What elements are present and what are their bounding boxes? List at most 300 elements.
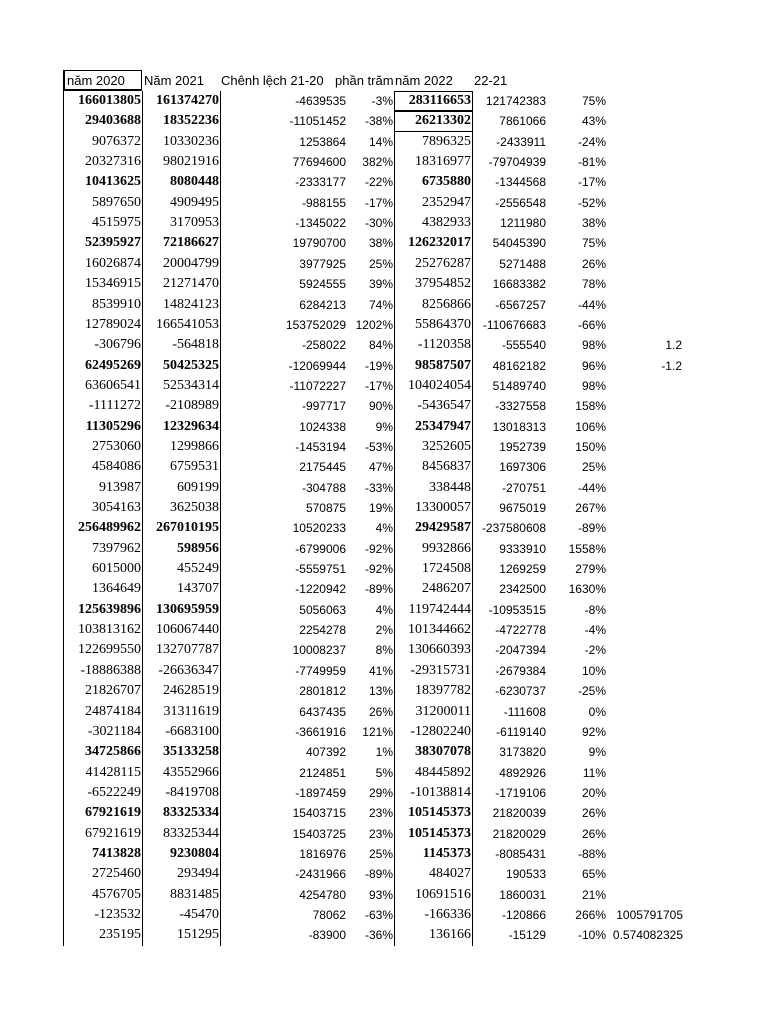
cell-nam-2021[interactable]: 161374270 — [156, 93, 219, 108]
cell-nam-2020[interactable]: 12789024 — [85, 316, 141, 332]
cell-22-21[interactable]: 1269259 — [499, 562, 546, 577]
cell-percent-22-21[interactable]: -44% — [577, 297, 606, 312]
cell-extra[interactable] — [606, 600, 683, 620]
cell-chenh-lech[interactable]: -5559751 — [295, 562, 346, 577]
cell-22-21[interactable]: -555540 — [501, 338, 546, 353]
cell-22-21[interactable]: -110676683 — [482, 317, 546, 332]
cell-nam-2022[interactable]: 126232017 — [408, 235, 471, 251]
cell-extra[interactable] — [606, 132, 682, 152]
header-nam-2022[interactable]: năm 2022 — [395, 73, 453, 88]
cell-nam-2022[interactable]: -1120358 — [417, 337, 471, 353]
cell-extra[interactable] — [606, 885, 683, 905]
header-phan-tram[interactable]: phần trăm — [335, 73, 394, 88]
header-nam-2021[interactable]: Năm 2021 — [144, 73, 204, 88]
cell-nam-2022[interactable]: 105145373 — [408, 805, 471, 821]
cell-phan-tram[interactable]: 9% — [375, 419, 393, 434]
cell-percent-22-21[interactable]: 26% — [581, 806, 606, 821]
cell-chenh-lech[interactable]: 2175445 — [299, 460, 346, 475]
cell-nam-2020[interactable]: 10413625 — [85, 174, 141, 190]
cell-22-21[interactable]: 7861066 — [499, 114, 546, 129]
cell-22-21[interactable]: -79704939 — [488, 155, 546, 170]
cell-22-21[interactable]: 5271488 — [499, 256, 546, 271]
cell-nam-2022[interactable]: 37954852 — [415, 276, 471, 292]
cell-chenh-lech[interactable]: -11072227 — [289, 378, 346, 393]
cell-nam-2020[interactable]: 29403688 — [85, 113, 141, 129]
cell-phan-tram[interactable]: 1202% — [355, 317, 393, 332]
cell-nam-2020[interactable]: 11305296 — [85, 418, 141, 434]
cell-nam-2021[interactable]: 4909495 — [170, 194, 219, 210]
cell-nam-2021[interactable]: 151295 — [177, 927, 219, 943]
cell-chenh-lech[interactable]: -304788 — [301, 480, 346, 495]
cell-nam-2021[interactable]: 98021916 — [163, 154, 219, 170]
cell-percent-22-21[interactable]: 0% — [588, 704, 606, 719]
cell-chenh-lech[interactable]: 10008237 — [292, 643, 346, 658]
cell-nam-2022[interactable]: 3252605 — [422, 438, 471, 454]
cell-nam-2020[interactable]: 67921619 — [85, 805, 141, 821]
cell-nam-2020[interactable]: -1111272 — [88, 398, 141, 414]
cell-nam-2022[interactable]: 105145373 — [408, 825, 471, 841]
cell-nam-2021[interactable]: 598956 — [177, 540, 219, 556]
cell-chenh-lech[interactable]: 2801812 — [299, 684, 346, 699]
cell-phan-tram[interactable]: 19% — [368, 501, 393, 515]
cell-phan-tram[interactable]: 47% — [368, 460, 393, 475]
cell-nam-2022[interactable]: -29315731 — [410, 662, 471, 678]
cell-nam-2020[interactable]: 7397962 — [92, 540, 141, 556]
cell-nam-2022[interactable]: -12802240 — [410, 723, 471, 739]
cell-nam-2020[interactable]: 913987 — [99, 479, 141, 495]
cell-chenh-lech[interactable]: -1220942 — [295, 582, 346, 597]
cell-phan-tram[interactable]: 38% — [368, 236, 393, 251]
cell-nam-2020[interactable]: 125639896 — [78, 601, 141, 617]
cell-22-21[interactable]: -2679384 — [495, 663, 546, 678]
cell-22-21[interactable]: -10953515 — [488, 602, 546, 617]
cell-percent-22-21[interactable]: -88% — [577, 846, 606, 861]
cell-phan-tram[interactable]: -53% — [364, 439, 393, 454]
cell-chenh-lech[interactable]: 5056063 — [299, 602, 346, 617]
cell-nam-2020[interactable]: -123532 — [94, 907, 141, 922]
cell-extra[interactable] — [606, 844, 683, 864]
cell-nam-2021[interactable]: 31311619 — [163, 703, 219, 719]
cell-chenh-lech[interactable]: 2124851 — [299, 765, 346, 780]
cell-22-21[interactable]: -4722778 — [495, 623, 546, 638]
cell-phan-tram[interactable]: 25% — [368, 846, 393, 861]
cell-percent-22-21[interactable]: -10% — [577, 928, 606, 943]
cell-phan-tram[interactable]: 121% — [362, 724, 393, 739]
cell-nam-2022[interactable]: 2352947 — [422, 194, 471, 210]
cell-nam-2022[interactable]: 25276287 — [415, 255, 471, 271]
cell-nam-2020[interactable]: 21826707 — [85, 683, 141, 699]
cell-percent-22-21[interactable]: 78% — [581, 277, 606, 292]
cell-chenh-lech[interactable]: -2431966 — [295, 867, 346, 882]
cell-nam-2020[interactable]: 63606541 — [85, 377, 141, 393]
cell-nam-2020[interactable]: -306796 — [94, 337, 141, 353]
cell-nam-2022[interactable]: 98587507 — [415, 357, 471, 373]
cell-22-21[interactable]: 54045390 — [492, 236, 546, 251]
cell-extra[interactable] — [606, 783, 683, 803]
cell-nam-2020[interactable]: 2753060 — [92, 438, 141, 454]
cell-nam-2022[interactable]: 6735880 — [422, 174, 471, 190]
cell-nam-2020[interactable]: 6015000 — [92, 561, 141, 577]
cell-percent-22-21[interactable]: -2% — [584, 643, 606, 658]
cell-phan-tram[interactable]: 4% — [375, 602, 393, 617]
cell-nam-2021[interactable]: 35133258 — [163, 744, 219, 760]
cell-nam-2021[interactable]: 14824123 — [163, 296, 219, 312]
cell-nam-2022[interactable]: 2486207 — [422, 581, 471, 597]
cell-extra[interactable] — [606, 763, 683, 783]
cell-22-21[interactable]: 1860031 — [499, 887, 546, 902]
cell-nam-2022[interactable]: 8456837 — [422, 459, 471, 475]
cell-nam-2020[interactable]: 67921619 — [85, 825, 141, 841]
cell-percent-22-21[interactable]: 26% — [581, 256, 606, 271]
cell-nam-2021[interactable]: 1299866 — [170, 438, 219, 454]
cell-extra[interactable]: 0.574082325 — [612, 928, 683, 943]
cell-nam-2021[interactable]: 10330236 — [163, 133, 219, 149]
cell-nam-2022[interactable]: 136166 — [429, 927, 471, 943]
cell-chenh-lech[interactable]: -6799006 — [295, 541, 346, 556]
cell-chenh-lech[interactable]: -3661916 — [295, 724, 346, 739]
cell-nam-2021[interactable]: 6759531 — [170, 459, 219, 475]
cell-nam-2021[interactable]: 21271470 — [163, 276, 219, 292]
cell-percent-22-21[interactable]: 1558% — [568, 541, 606, 556]
cell-extra[interactable] — [606, 579, 683, 599]
cell-nam-2022[interactable]: 38307078 — [415, 744, 471, 760]
cell-22-21[interactable]: 21820039 — [492, 806, 546, 821]
cell-chenh-lech[interactable]: 1816976 — [299, 846, 346, 861]
cell-extra[interactable] — [606, 742, 683, 762]
cell-22-21[interactable]: 16683382 — [492, 277, 546, 292]
cell-percent-22-21[interactable]: 43% — [581, 114, 606, 129]
cell-phan-tram[interactable]: -92% — [364, 562, 393, 577]
cell-22-21[interactable]: -2047394 — [495, 643, 546, 658]
cell-percent-22-21[interactable]: 150% — [575, 439, 606, 454]
cell-chenh-lech[interactable]: -83900 — [308, 928, 346, 943]
cell-nam-2020[interactable]: 7413828 — [92, 845, 141, 861]
cell-chenh-lech[interactable]: -997717 — [301, 399, 346, 414]
cell-chenh-lech[interactable]: -4639535 — [295, 94, 346, 108]
cell-extra[interactable] — [606, 640, 683, 660]
cell-extra[interactable] — [606, 172, 682, 192]
cell-nam-2020[interactable]: 256489962 — [78, 520, 141, 536]
cell-chenh-lech[interactable]: 4254780 — [299, 887, 346, 902]
cell-22-21[interactable]: 13018313 — [492, 419, 546, 434]
cell-nam-2022[interactable]: -10138814 — [410, 784, 471, 800]
cell-nam-2021[interactable]: 18352236 — [163, 113, 219, 129]
cell-extra[interactable] — [606, 396, 682, 416]
cell-phan-tram[interactable]: -22% — [364, 175, 393, 190]
cell-chenh-lech[interactable]: 6284213 — [299, 297, 346, 312]
cell-nam-2022[interactable]: 31200011 — [415, 703, 471, 719]
cell-extra[interactable] — [606, 518, 683, 538]
cell-nam-2020[interactable]: 235195 — [99, 927, 141, 943]
cell-chenh-lech[interactable]: -1345022 — [295, 216, 346, 231]
cell-percent-22-21[interactable]: 26% — [581, 826, 606, 841]
cell-extra[interactable] — [606, 498, 683, 518]
cell-extra[interactable] — [606, 111, 682, 131]
cell-nam-2022[interactable]: 26213302 — [415, 113, 471, 129]
cell-nam-2022[interactable]: 484027 — [429, 866, 471, 882]
cell-nam-2021[interactable]: 43552966 — [163, 764, 219, 780]
cell-nam-2022[interactable]: 338448 — [429, 479, 471, 495]
cell-phan-tram[interactable]: 74% — [368, 297, 393, 312]
cell-phan-tram[interactable]: -89% — [364, 867, 393, 882]
cell-nam-2021[interactable]: 72186627 — [163, 235, 219, 251]
cell-nam-2021[interactable]: 609199 — [177, 479, 219, 495]
cell-nam-2020[interactable]: 1364649 — [92, 581, 141, 597]
cell-nam-2020[interactable]: 4515975 — [92, 215, 141, 231]
cell-nam-2022[interactable]: -5436547 — [417, 398, 471, 414]
cell-22-21[interactable]: 1952739 — [499, 439, 546, 454]
cell-nam-2022[interactable]: 18316977 — [415, 154, 471, 170]
cell-chenh-lech[interactable]: 407392 — [305, 745, 346, 760]
cell-extra[interactable]: 1005791705 — [616, 908, 683, 922]
cell-extra[interactable] — [606, 376, 682, 396]
cell-22-21[interactable]: -237580608 — [481, 521, 546, 536]
cell-nam-2020[interactable]: 15346915 — [85, 276, 141, 292]
cell-percent-22-21[interactable]: -44% — [577, 480, 606, 495]
cell-nam-2022[interactable]: 48445892 — [415, 764, 471, 780]
cell-percent-22-21[interactable]: 38% — [581, 216, 606, 231]
cell-phan-tram[interactable]: -36% — [364, 928, 393, 943]
cell-22-21[interactable]: -15129 — [508, 928, 546, 943]
cell-percent-22-21[interactable]: -89% — [577, 521, 606, 536]
cell-extra[interactable] — [606, 233, 682, 253]
cell-nam-2020[interactable]: 103813162 — [78, 622, 141, 638]
cell-22-21[interactable]: 2342500 — [499, 582, 546, 597]
cell-nam-2021[interactable]: 455249 — [177, 561, 219, 577]
cell-phan-tram[interactable]: 39% — [368, 277, 393, 292]
cell-extra[interactable] — [606, 295, 682, 315]
cell-phan-tram[interactable]: -3% — [371, 94, 393, 108]
cell-nam-2020[interactable]: -3021184 — [87, 723, 141, 739]
cell-chenh-lech[interactable]: 1024338 — [299, 419, 346, 434]
cell-nam-2020[interactable]: 62495269 — [85, 357, 141, 373]
cell-22-21[interactable]: -120866 — [501, 908, 546, 922]
cell-nam-2020[interactable]: -6522249 — [87, 784, 141, 800]
cell-nam-2022[interactable]: 7896325 — [422, 133, 471, 149]
cell-nam-2020[interactable]: 3054163 — [92, 500, 141, 515]
cell-nam-2020[interactable]: 16026874 — [85, 255, 141, 271]
cell-nam-2021[interactable]: 132707787 — [156, 642, 219, 658]
cell-extra[interactable] — [606, 681, 683, 701]
cell-22-21[interactable]: 9333910 — [499, 541, 546, 556]
cell-percent-22-21[interactable]: 98% — [581, 338, 606, 353]
cell-nam-2021[interactable]: 8831485 — [170, 886, 219, 902]
cell-nam-2022[interactable]: 130660393 — [408, 642, 471, 658]
cell-percent-22-21[interactable]: 20% — [581, 785, 606, 800]
cell-nam-2021[interactable]: 9230804 — [170, 845, 219, 861]
cell-phan-tram[interactable]: 1% — [375, 745, 393, 760]
cell-phan-tram[interactable]: -33% — [364, 480, 393, 495]
cell-percent-22-21[interactable]: 10% — [581, 663, 606, 678]
cell-nam-2022[interactable]: 29429587 — [415, 520, 471, 536]
cell-phan-tram[interactable]: -30% — [364, 216, 393, 231]
cell-nam-2022[interactable]: 18397782 — [415, 683, 471, 699]
cell-extra[interactable] — [606, 824, 683, 844]
cell-nam-2020[interactable]: 166013805 — [78, 93, 141, 108]
cell-phan-tram[interactable]: 26% — [368, 704, 393, 719]
cell-nam-2021[interactable]: 267010195 — [156, 520, 219, 536]
cell-extra[interactable] — [606, 722, 683, 742]
cell-percent-22-21[interactable]: 9% — [588, 745, 606, 760]
cell-percent-22-21[interactable]: 92% — [581, 724, 606, 739]
cell-nam-2020[interactable]: 20327316 — [85, 154, 141, 170]
cell-phan-tram[interactable]: 23% — [368, 826, 393, 841]
cell-chenh-lech[interactable]: -2333177 — [295, 175, 346, 190]
cell-extra[interactable] — [606, 437, 682, 457]
cell-chenh-lech[interactable]: -988155 — [301, 195, 346, 210]
cell-22-21[interactable]: -6230737 — [495, 684, 546, 699]
cell-22-21[interactable]: 3173820 — [499, 745, 546, 760]
cell-extra[interactable] — [606, 620, 683, 640]
cell-chenh-lech[interactable]: -11051452 — [289, 114, 346, 129]
cell-phan-tram[interactable]: 14% — [368, 134, 393, 149]
cell-percent-22-21[interactable]: 21% — [581, 887, 606, 902]
cell-nam-2022[interactable]: 10691516 — [415, 886, 471, 902]
cell-extra[interactable] — [606, 457, 682, 477]
cell-nam-2021[interactable]: 83325344 — [163, 825, 219, 841]
cell-22-21[interactable]: 121742383 — [485, 94, 546, 108]
cell-chenh-lech[interactable]: 6437435 — [299, 704, 346, 719]
cell-extra[interactable] — [606, 254, 682, 274]
cell-phan-tram[interactable]: 93% — [368, 887, 393, 902]
cell-extra[interactable] — [606, 803, 683, 823]
cell-22-21[interactable]: -6119140 — [496, 724, 546, 739]
cell-nam-2021[interactable]: -45470 — [179, 907, 219, 922]
cell-22-21[interactable]: -2556548 — [495, 195, 546, 210]
cell-nam-2020[interactable]: 4584086 — [92, 459, 141, 475]
cell-nam-2022[interactable]: 13300057 — [415, 500, 471, 515]
cell-22-21[interactable]: -2433911 — [496, 134, 546, 149]
cell-chenh-lech[interactable]: -7749959 — [295, 663, 346, 678]
cell-extra[interactable] — [606, 417, 682, 437]
cell-nam-2021[interactable]: 3625038 — [170, 500, 219, 515]
cell-extra[interactable] — [606, 274, 682, 294]
header-chenh-lech[interactable]: Chênh lệch 21-20 — [221, 73, 324, 88]
cell-nam-2020[interactable]: -18886388 — [80, 662, 141, 678]
cell-nam-2021[interactable]: 83325334 — [163, 805, 219, 821]
cell-nam-2021[interactable]: -8419708 — [165, 784, 219, 800]
cell-nam-2020[interactable]: 52395927 — [85, 235, 141, 251]
cell-phan-tram[interactable]: -19% — [364, 358, 393, 373]
cell-nam-2022[interactable]: 101344662 — [408, 622, 471, 638]
cell-phan-tram[interactable]: 5% — [375, 765, 393, 780]
cell-nam-2021[interactable]: 8080448 — [170, 174, 219, 190]
cell-chenh-lech[interactable]: -258022 — [301, 338, 346, 353]
cell-phan-tram[interactable]: -63% — [364, 908, 393, 922]
cell-extra[interactable] — [606, 193, 682, 213]
cell-phan-tram[interactable]: 25% — [368, 256, 393, 271]
cell-phan-tram[interactable]: 2% — [375, 623, 393, 638]
cell-nam-2021[interactable]: 52534314 — [163, 377, 219, 393]
cell-22-21[interactable]: 21820029 — [492, 826, 546, 841]
cell-phan-tram[interactable]: 29% — [368, 785, 393, 800]
cell-phan-tram[interactable]: -38% — [364, 114, 393, 129]
cell-nam-2020[interactable]: 2725460 — [92, 866, 141, 882]
cell-phan-tram[interactable]: -89% — [364, 582, 393, 597]
header-22-21[interactable]: 22-21 — [474, 73, 508, 88]
cell-22-21[interactable]: -111608 — [503, 704, 546, 719]
cell-extra[interactable]: 1.2 — [665, 338, 682, 353]
cell-percent-22-21[interactable]: 65% — [581, 867, 606, 882]
cell-percent-22-21[interactable]: -4% — [584, 623, 606, 638]
cell-percent-22-21[interactable]: 267% — [575, 501, 606, 515]
cell-percent-22-21[interactable]: 11% — [582, 765, 606, 780]
cell-nam-2021[interactable]: 143707 — [177, 581, 219, 597]
cell-nam-2022[interactable]: 4382933 — [422, 215, 471, 231]
cell-nam-2020[interactable]: 8539910 — [92, 296, 141, 312]
cell-percent-22-21[interactable]: -81% — [577, 155, 606, 170]
cell-extra[interactable] — [606, 478, 682, 498]
cell-chenh-lech[interactable]: -1453194 — [295, 439, 346, 454]
cell-percent-22-21[interactable]: 98% — [581, 378, 606, 393]
cell-22-21[interactable]: -1344568 — [495, 175, 546, 190]
cell-extra[interactable] — [606, 661, 683, 681]
cell-percent-22-21[interactable]: -66% — [577, 317, 606, 332]
cell-nam-2020[interactable]: 4576705 — [92, 886, 141, 902]
cell-nam-2022[interactable]: 8256866 — [422, 296, 471, 312]
cell-percent-22-21[interactable]: 158% — [575, 399, 606, 414]
cell-extra[interactable] — [606, 213, 682, 233]
cell-percent-22-21[interactable]: 75% — [581, 94, 606, 108]
cell-chenh-lech[interactable]: 78062 — [312, 908, 346, 922]
cell-extra[interactable] — [606, 864, 683, 884]
cell-phan-tram[interactable]: 23% — [368, 806, 393, 821]
header-nam-2020[interactable]: năm 2020 — [63, 70, 142, 91]
cell-percent-22-21[interactable]: 1630% — [568, 582, 606, 597]
cell-percent-22-21[interactable]: -52% — [577, 195, 606, 210]
cell-22-21[interactable]: 51489740 — [492, 378, 546, 393]
cell-22-21[interactable]: -3327558 — [495, 399, 546, 414]
cell-nam-2022[interactable]: 1724508 — [422, 561, 471, 577]
cell-percent-22-21[interactable]: 96% — [581, 358, 606, 373]
cell-chenh-lech[interactable]: 15403715 — [292, 806, 346, 821]
cell-22-21[interactable]: -6567257 — [495, 297, 546, 312]
cell-nam-2020[interactable]: 5897650 — [92, 194, 141, 210]
cell-22-21[interactable]: -270751 — [501, 480, 546, 495]
cell-extra[interactable] — [606, 152, 682, 172]
cell-percent-22-21[interactable]: 279% — [575, 562, 606, 577]
cell-percent-22-21[interactable]: 266% — [575, 908, 606, 922]
cell-nam-2020[interactable]: 41428115 — [85, 764, 141, 780]
cell-chenh-lech[interactable]: 77694600 — [292, 155, 346, 170]
cell-nam-2022[interactable]: 25347947 — [415, 418, 471, 434]
cell-phan-tram[interactable]: 8% — [375, 643, 393, 658]
cell-chenh-lech[interactable]: -12069944 — [288, 358, 346, 373]
cell-nam-2020[interactable]: 24874184 — [85, 703, 141, 719]
cell-22-21[interactable]: -1719106 — [495, 785, 546, 800]
cell-percent-22-21[interactable]: 25% — [581, 460, 606, 475]
cell-nam-2022[interactable]: -166336 — [424, 907, 471, 922]
cell-22-21[interactable]: 1211980 — [500, 216, 546, 231]
cell-nam-2021[interactable]: 3170953 — [170, 215, 219, 231]
cell-percent-22-21[interactable]: -24% — [577, 134, 606, 149]
cell-chenh-lech[interactable]: 1253864 — [299, 134, 346, 149]
cell-extra[interactable] — [606, 559, 683, 579]
cell-22-21[interactable]: 48162182 — [492, 358, 546, 373]
cell-phan-tram[interactable]: 13% — [368, 684, 393, 699]
cell-chenh-lech[interactable]: -1897459 — [295, 785, 346, 800]
cell-extra[interactable] — [606, 539, 683, 559]
cell-chenh-lech[interactable]: 3977925 — [299, 256, 346, 271]
cell-chenh-lech[interactable]: 2254278 — [299, 623, 346, 638]
cell-nam-2022[interactable]: 9932866 — [422, 540, 471, 556]
cell-extra[interactable] — [606, 702, 683, 722]
cell-phan-tram[interactable]: 41% — [368, 663, 393, 678]
cell-nam-2021[interactable]: -2108989 — [165, 398, 219, 414]
cell-percent-22-21[interactable]: 106% — [575, 419, 606, 434]
cell-nam-2020[interactable]: 9076372 — [92, 133, 141, 149]
cell-nam-2021[interactable]: -26636347 — [158, 662, 219, 678]
